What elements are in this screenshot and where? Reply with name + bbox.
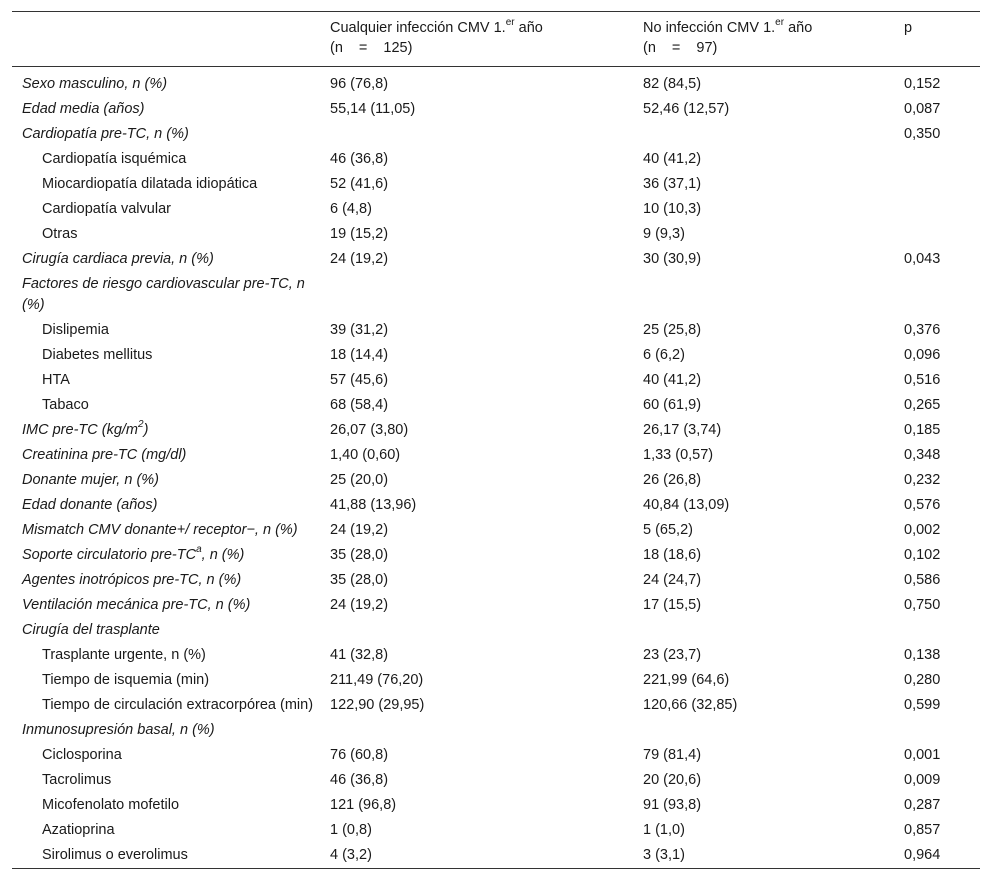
row-label: Edad donante (años): [22, 497, 158, 513]
value-infection: 25 (20,0): [330, 472, 389, 488]
row-label: Sexo masculino, n (%): [22, 76, 168, 92]
value-infection: 6 (4,8): [330, 201, 372, 217]
table-row: [12, 247, 980, 272]
value-infection: 211,49 (76,20): [330, 672, 424, 688]
value-no-infection: 1 (1,0): [643, 822, 685, 838]
row-label: Tiempo de isquemia (min): [42, 672, 210, 688]
p-value: [896, 197, 980, 222]
value-no-infection: 5 (65,2): [643, 522, 693, 538]
row-label: Edad media (años): [22, 101, 145, 117]
row-label: Cirugía cardiaca previa, n (%): [22, 251, 214, 267]
table-row: [12, 418, 980, 443]
value-no-infection: 91 (93,8): [643, 797, 702, 813]
value-infection: 121 (96,8): [330, 797, 397, 813]
p-value: 0,265: [904, 397, 941, 413]
value-no-infection: 40 (41,2): [643, 372, 702, 388]
value-no-infection: [635, 718, 896, 743]
row-label: Donante mujer, n (%): [22, 472, 160, 488]
table-row: [12, 668, 980, 693]
value-infection: 55,14 (11,05): [330, 101, 416, 117]
row-label: Tacrolimus: [42, 772, 112, 788]
value-infection: 26,07 (3,80): [330, 422, 409, 438]
p-value: [896, 618, 980, 643]
row-label: Inmunosupresión basal, n (%): [22, 722, 215, 738]
header-col-no-infection: [635, 12, 896, 67]
value-no-infection: 1,33 (0,57): [643, 447, 714, 463]
value-infection: [322, 272, 635, 318]
value-infection: [322, 718, 635, 743]
value-infection: 35 (28,0): [330, 547, 389, 563]
table-row: [12, 518, 980, 543]
p-value: 0,232: [904, 472, 941, 488]
header-row: [12, 12, 980, 67]
table-row: [12, 343, 980, 368]
value-infection: 68 (58,4): [330, 397, 389, 413]
value-no-infection: 30 (30,9): [643, 251, 702, 267]
value-infection: 96 (76,8): [330, 76, 389, 92]
value-no-infection: 3 (3,1): [643, 847, 685, 863]
value-no-infection: 221,99 (64,6): [643, 672, 730, 688]
p-value: [896, 147, 980, 172]
row-label: Trasplante urgente, n (%): [42, 647, 206, 663]
value-infection: 122,90 (29,95): [330, 697, 425, 713]
value-no-infection: 36 (37,1): [643, 176, 702, 192]
p-value: 0,750: [904, 597, 941, 613]
row-label: Azatioprina: [42, 822, 115, 838]
value-infection: 57 (45,6): [330, 372, 389, 388]
row-label: Ciclosporina: [42, 747, 122, 763]
p-value: 0,599: [904, 697, 941, 713]
row-label: Factores de riesgo cardiovascular pre-TC, n (%): [22, 276, 305, 313]
p-value: [896, 172, 980, 197]
table-row: [12, 443, 980, 468]
value-infection: 41 (32,8): [330, 647, 389, 663]
table-row: [12, 793, 980, 818]
p-value: 0,009: [904, 772, 941, 788]
value-infection: 19 (15,2): [330, 226, 389, 242]
p-value: [896, 272, 980, 318]
value-no-infection: 9 (9,3): [643, 226, 685, 242]
table-row: [12, 568, 980, 593]
table-row: [12, 468, 980, 493]
table-row: [12, 718, 980, 743]
p-value: 0,185: [904, 422, 941, 438]
value-no-infection: 60 (61,9): [643, 397, 702, 413]
value-no-infection: 120,66 (32,85): [643, 697, 738, 713]
value-no-infection: [635, 618, 896, 643]
p-value: 0,964: [904, 847, 941, 863]
header-empty: [12, 12, 322, 67]
p-value: 0,348: [904, 447, 941, 463]
table-row: [12, 843, 980, 869]
value-no-infection: 20 (20,6): [643, 772, 702, 788]
value-no-infection: 18 (18,6): [643, 547, 702, 563]
value-infection: [322, 618, 635, 643]
p-value: 0,138: [904, 647, 941, 663]
table-row: [12, 493, 980, 518]
p-value: 0,857: [904, 822, 941, 838]
row-label: Cardiopatía pre-TC, n (%): [22, 126, 189, 142]
table-row: [12, 197, 980, 222]
value-infection: 24 (19,2): [330, 522, 389, 538]
value-no-infection: 26,17 (3,74): [643, 422, 722, 438]
p-value: 0,516: [904, 372, 941, 388]
value-no-infection: 26 (26,8): [643, 472, 702, 488]
value-no-infection: 82 (84,5): [643, 76, 702, 92]
p-value: 0,576: [904, 497, 941, 513]
value-no-infection: 52,46 (12,57): [643, 101, 730, 117]
value-infection: 52 (41,6): [330, 176, 389, 192]
p-value: 0,280: [904, 672, 941, 688]
value-no-infection: 6 (6,2): [643, 347, 685, 363]
value-no-infection: 40 (41,2): [643, 151, 702, 167]
value-no-infection: 17 (15,5): [643, 597, 702, 613]
value-no-infection: 40,84 (13,09): [643, 497, 730, 513]
header-col-infection-n: (n = 125): [330, 40, 413, 56]
table-row: [12, 97, 980, 122]
p-value: 0,002: [904, 522, 941, 538]
value-no-infection: 24 (24,7): [643, 572, 702, 588]
table-row: [12, 768, 980, 793]
row-label: Cirugía del trasplante: [22, 622, 160, 638]
row-label: Miocardiopatía dilatada idiopática: [42, 176, 258, 192]
table-row: [12, 818, 980, 843]
p-value: 0,152: [904, 76, 941, 92]
table-row: [12, 543, 980, 568]
p-value: 0,001: [904, 747, 941, 763]
value-infection: 46 (36,8): [330, 151, 389, 167]
p-value: 0,096: [904, 347, 941, 363]
table-row: [12, 272, 980, 318]
header-col-infection-title: Cualquier infección CMV 1.$^{er}$ año: [330, 17, 543, 36]
row-label: Tiempo de circulación extracorpórea (min): [42, 697, 314, 713]
row-label: Diabetes mellitus: [42, 347, 153, 363]
value-no-infection: [635, 272, 896, 318]
value-infection: 76 (60,8): [330, 747, 389, 763]
row-label: Ventilación mecánica pre-TC, n (%): [22, 597, 251, 613]
value-no-infection: 79 (81,4): [643, 747, 702, 763]
header-col-no-infection-n: (n = 97): [643, 40, 718, 56]
row-label: IMC pre-TC $(kg/m^2)$: [22, 419, 149, 438]
row-label: Creatinina pre-TC (mg/dl): [22, 447, 187, 463]
p-value: 0,586: [904, 572, 941, 588]
row-label: Sirolimus o everolimus: [42, 847, 188, 863]
value-infection: 18 (14,4): [330, 347, 389, 363]
value-infection: 4 (3,2): [330, 847, 372, 863]
table-row: [12, 222, 980, 247]
table-row: [12, 743, 980, 768]
header-col-no-infection-title: No infección CMV 1.$^{er}$ año: [643, 17, 813, 36]
value-no-infection: 23 (23,7): [643, 647, 702, 663]
p-value: 0,087: [904, 101, 941, 117]
p-value: [896, 718, 980, 743]
p-value: 0,102: [904, 547, 941, 563]
p-value: 0,350: [904, 126, 941, 142]
data-table: [12, 11, 980, 869]
header-col-infection: [322, 12, 635, 67]
row-label: Cardiopatía valvular: [42, 201, 171, 217]
value-infection: 24 (19,2): [330, 597, 389, 613]
table-row: [12, 318, 980, 343]
row-label: Mismatch CMV donante+/ receptor−, n (%): [22, 522, 298, 538]
table-row: [12, 693, 980, 718]
table-row: [12, 643, 980, 668]
row-label: Cardiopatía isquémica: [42, 151, 187, 167]
table-row: [12, 593, 980, 618]
row-label: Micofenolato mofetilo: [42, 797, 180, 813]
table-row: [12, 147, 980, 172]
value-infection: 39 (31,2): [330, 322, 389, 338]
table-row: [12, 618, 980, 643]
table-row: [12, 122, 980, 147]
value-infection: 46 (36,8): [330, 772, 389, 788]
table-row: [12, 172, 980, 197]
table-row: [12, 368, 980, 393]
row-label: Dislipemia: [42, 322, 109, 338]
value-infection: 1,40 (0,60): [330, 447, 401, 463]
row-label: Tabaco: [42, 397, 89, 413]
value-no-infection: 25 (25,8): [643, 322, 702, 338]
p-value: 0,043: [904, 251, 941, 267]
header-col-p: p: [904, 20, 913, 36]
value-no-infection: [635, 122, 896, 147]
table-body: [12, 67, 980, 869]
row-label: HTA: [42, 372, 70, 388]
value-infection: 41,88 (13,96): [330, 497, 417, 513]
p-value: 0,287: [904, 797, 941, 813]
p-value: [896, 222, 980, 247]
table-row: [12, 393, 980, 418]
value-infection: 24 (19,2): [330, 251, 389, 267]
row-label: Soporte circulatorio pre-$TC^a$, n (%): [22, 544, 245, 563]
row-label: Otras: [42, 226, 78, 242]
value-infection: [322, 122, 635, 147]
value-no-infection: 10 (10,3): [643, 201, 702, 217]
p-value: 0,376: [904, 322, 941, 338]
value-infection: 35 (28,0): [330, 572, 389, 588]
value-infection: 1 (0,8): [330, 822, 372, 838]
table-row: [12, 67, 980, 98]
row-label: Agentes inotrópicos pre-TC, n (%): [22, 572, 242, 588]
